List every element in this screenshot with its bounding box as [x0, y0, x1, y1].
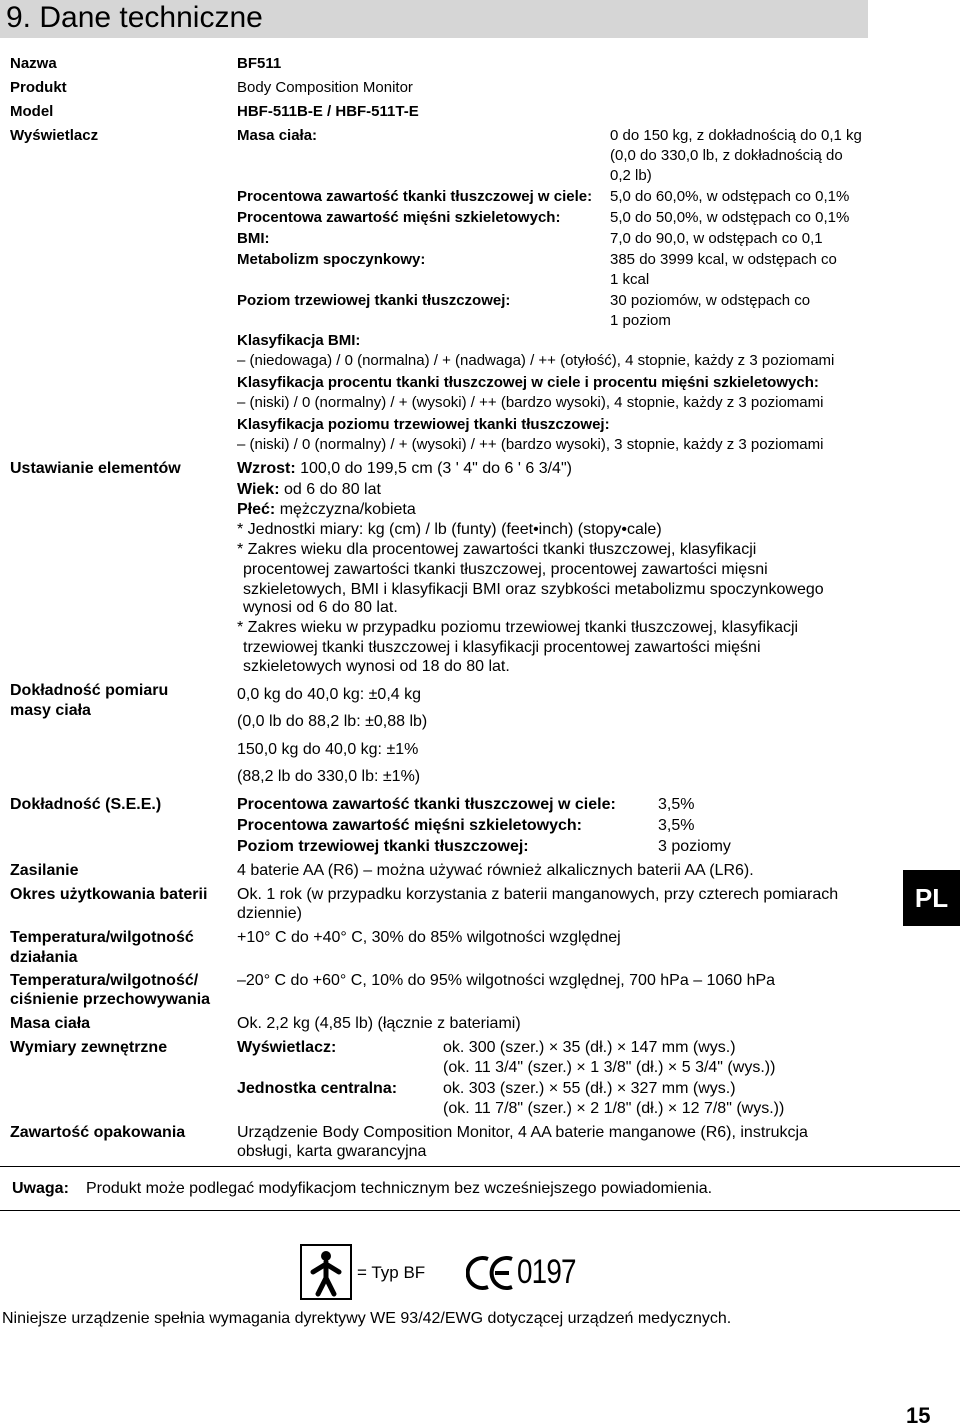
settings-age [237, 480, 381, 499]
value-power: 4 baterie AA (R6) – można używać również alkalicznych baterii AA (LR6). [237, 862, 754, 879]
see-fat-key: Procentowa zawartość tkanki tłuszczowej w ciele: [237, 796, 616, 813]
display-metabolism-value-2: 1 kcal [610, 271, 650, 288]
class-fat-heading: Klasyfikacja procentu tkanki tłuszczowej w ciele i procentu mięśni szkieletowych: [237, 374, 819, 391]
settings-age-key: Wiek: [237, 481, 280, 498]
value-produkt: Body Composition Monitor [237, 79, 413, 96]
settings-note: szkieletowych, BMI i klasyfikacji BMI oraz szybkości metabolizmu spoczynkowego [243, 581, 824, 598]
settings-note: * Zakres wieku dla procentowej zawartości tkanki tłuszczowej, klasyfikacji [237, 541, 757, 558]
settings-note: trzewiowej tkanki tłuszczowej i klasyfikacji procentowej zawartości mięśni [243, 639, 761, 656]
settings-height-value: 100,0 do 199,5 cm (3 ' 4" do 6 ' 6 3/4") [295, 460, 572, 477]
compliance-text: Niniejsze urządzenie spełnia wymagania dyrektywy WE 93/42/EWG dotyczącej urządzeń medycznych. [2, 1310, 732, 1327]
label-accuracy-mass: Dokładność pomiaru [10, 682, 169, 699]
dimensions-unit-key: Jednostka centralna: [237, 1080, 398, 1097]
settings-note: wynosi od 6 do 80 lat. [243, 599, 398, 616]
section-header [0, 0, 868, 38]
settings-sex-value: mężczyzna/kobieta [275, 501, 416, 518]
value-weight: Ok. 2,2 kg (4,85 lb) (łącznie z bateriami) [237, 1015, 521, 1032]
label-operating-2: działania [10, 949, 78, 966]
class-visceral-text: – (niski) / 0 (normalny) / + (wysoki) / ++ (bardzo wysoki), 3 stopnie, każdy z 3 poziomami [237, 436, 824, 453]
class-bmi-text: – (niedowaga) / 0 (normalna) / + (nadwaga) / ++ (otyłość), 4 stopnie, każdy z 3 poziomami [237, 352, 835, 369]
see-muscle-value: 3,5% [658, 817, 695, 834]
label-display: Wyświetlacz [10, 127, 99, 144]
label-storage-2: ciśnienie przechowywania [10, 991, 211, 1008]
display-mass-value-2: (0,0 do 330,0 lb, z dokładnością do [610, 147, 843, 164]
accuracy-mass-line: (0,0 lb do 88,2 lb: ±0,88 lb) [237, 713, 428, 730]
section-title: 9. Dane techniczne [6, 1, 263, 34]
label-dimensions: Wymiary zewnętrzne [10, 1039, 168, 1056]
settings-sex-key: Płeć: [237, 501, 276, 518]
value-model: HBF-511B-E / HBF-511T-E [237, 103, 419, 120]
label-accuracy-mass-2: masy ciała [10, 702, 91, 719]
class-visceral-heading: Klasyfikacja poziomu trzewiowej tkanki tłuszczowej: [237, 416, 610, 433]
type-bf-text: = Typ BF [357, 1263, 426, 1282]
settings-height [237, 459, 572, 478]
label-model: Model [10, 103, 54, 120]
page-number: 15 [906, 1403, 931, 1428]
dimensions-display-value: ok. 300 (szer.) × 35 (dł.) × 147 mm (wys.) [443, 1039, 736, 1056]
class-fat-text: – (niski) / 0 (normalny) / + (wysoki) / ++ (bardzo wysoki), 4 stopnie, każdy z 3 poziomami [237, 394, 824, 411]
label-contents: Zawartość opakowania [10, 1124, 186, 1141]
label-settings: Ustawianie elementów [10, 460, 181, 477]
settings-age-value: od 6 do 80 lat [279, 481, 381, 498]
see-muscle-key: Procentowa zawartość mięśni szkieletowych: [237, 817, 583, 834]
label-battery: Okres użytkowania baterii [10, 886, 208, 903]
note-label: Uwaga: [12, 1180, 69, 1197]
label-operating: Temperatura/wilgotność [10, 929, 194, 946]
label-produkt: Produkt [10, 79, 67, 96]
value-contents: Urządzenie Body Composition Monitor, 4 AA baterie manganowe (R6), instrukcja [237, 1124, 808, 1141]
display-visceral-value: 30 poziomów, w odstępach co [610, 292, 811, 309]
display-visceral-value-2: 1 poziom [610, 312, 671, 329]
display-metabolism-key: Metabolizm spoczynkowy: [237, 251, 426, 268]
value-storage: –20° C do +60° C, 10% do 95% wilgotności względnej, 700 hPa – 1060 hPa [237, 972, 776, 989]
value-operating: +10° C do +40° C, 30% do 85% wilgotności względnej [237, 929, 621, 946]
display-visceral-key: Poziom trzewiowej tkanki tłuszczowej: [237, 292, 511, 309]
language-tab: PL [903, 870, 960, 926]
type-bf-symbol [300, 1244, 352, 1300]
display-mass-value-3: 0,2 lb) [610, 167, 652, 184]
accuracy-mass-line: 150,0 kg do 40,0 kg: ±1% [237, 741, 419, 758]
display-fat-value: 5,0 do 60,0%, w odstępach co 0,1% [610, 188, 850, 205]
person-icon [300, 1244, 352, 1300]
note-bottom-rule [0, 1210, 960, 1211]
display-muscle-value: 5,0 do 50,0%, w odstępach co 0,1% [610, 209, 850, 226]
note-top-rule [0, 1166, 960, 1167]
value-nazwa: BF511 [237, 55, 282, 72]
settings-note: procentowej zawartości tkanki tłuszczowej, procentowej zawartości mięsni [243, 561, 768, 578]
ce-logo-icon [466, 1255, 516, 1291]
display-bmi-value: 7,0 do 90,0, w odstępach co 0,1 [610, 230, 823, 247]
see-visceral-value: 3 poziomy [658, 838, 731, 855]
dimensions-display-key: Wyświetlacz: [237, 1039, 337, 1056]
value-battery: Ok. 1 rok (w przypadku korzystania z baterii manganowych, przy czterech pomiarach [237, 886, 839, 903]
display-muscle-key: Procentowa zawartość mięśni szkieletowych: [237, 209, 561, 226]
value-battery-2: dziennie) [237, 905, 302, 922]
display-mass-value: 0 do 150 kg, z dokładnością do 0,1 kg [610, 127, 862, 144]
label-see: Dokładność (S.E.E.) [10, 796, 162, 813]
see-visceral-key: Poziom trzewiowej tkanki tłuszczowej: [237, 838, 529, 855]
accuracy-mass-line: 0,0 kg do 40,0 kg: ±0,4 kg [237, 686, 422, 703]
dimensions-display-value-2: (ok. 11 3/4" (szer.) × 1 3/8" (dł.) × 5 3/4" (wys.)) [443, 1059, 776, 1076]
display-mass-key: Masa ciała: [237, 127, 318, 144]
label-storage: Temperatura/wilgotność/ [10, 972, 199, 989]
see-fat-value: 3,5% [658, 796, 695, 813]
dimensions-unit-value-2: (ok. 11 7/8" (szer.) × 2 1/8" (dł.) × 12 7/8" (wys.)) [443, 1100, 785, 1117]
display-bmi-key: BMI: [237, 230, 270, 247]
value-contents-2: obsługi, karta gwarancyjna [237, 1143, 427, 1160]
label-nazwa: Nazwa [10, 55, 57, 72]
display-metabolism-value: 385 do 3999 kcal, w odstępach co [610, 251, 837, 268]
settings-height-key: Wzrost: [237, 460, 296, 477]
display-fat-key: Procentowa zawartość tkanki tłuszczowej w ciele: [237, 188, 593, 205]
settings-note: szkieletowych wynosi od 18 do 80 lat. [243, 658, 510, 675]
label-power: Zasilanie [10, 862, 79, 879]
settings-sex [237, 500, 416, 519]
accuracy-mass-line: (88,2 lb do 330,0 lb: ±1%) [237, 768, 421, 785]
note-text: Produkt może podlegać modyfikacjom technicznym bez wcześniejszego powiadomienia. [86, 1180, 713, 1197]
dimensions-unit-value: ok. 303 (szer.) × 55 (dł.) × 327 mm (wys.) [443, 1080, 736, 1097]
ce-number: 0197 [517, 1253, 576, 1291]
label-weight: Masa ciała [10, 1015, 91, 1032]
class-bmi-heading: Klasyfikacja BMI: [237, 332, 361, 349]
settings-note: * Zakres wieku w przypadku poziomu trzewiowej tkanki tłuszczowej, klasyfikacji [237, 619, 799, 636]
settings-note: * Jednostki miary: kg (cm) / lb (funty) (feet•inch) (stopy•cale) [237, 521, 662, 538]
